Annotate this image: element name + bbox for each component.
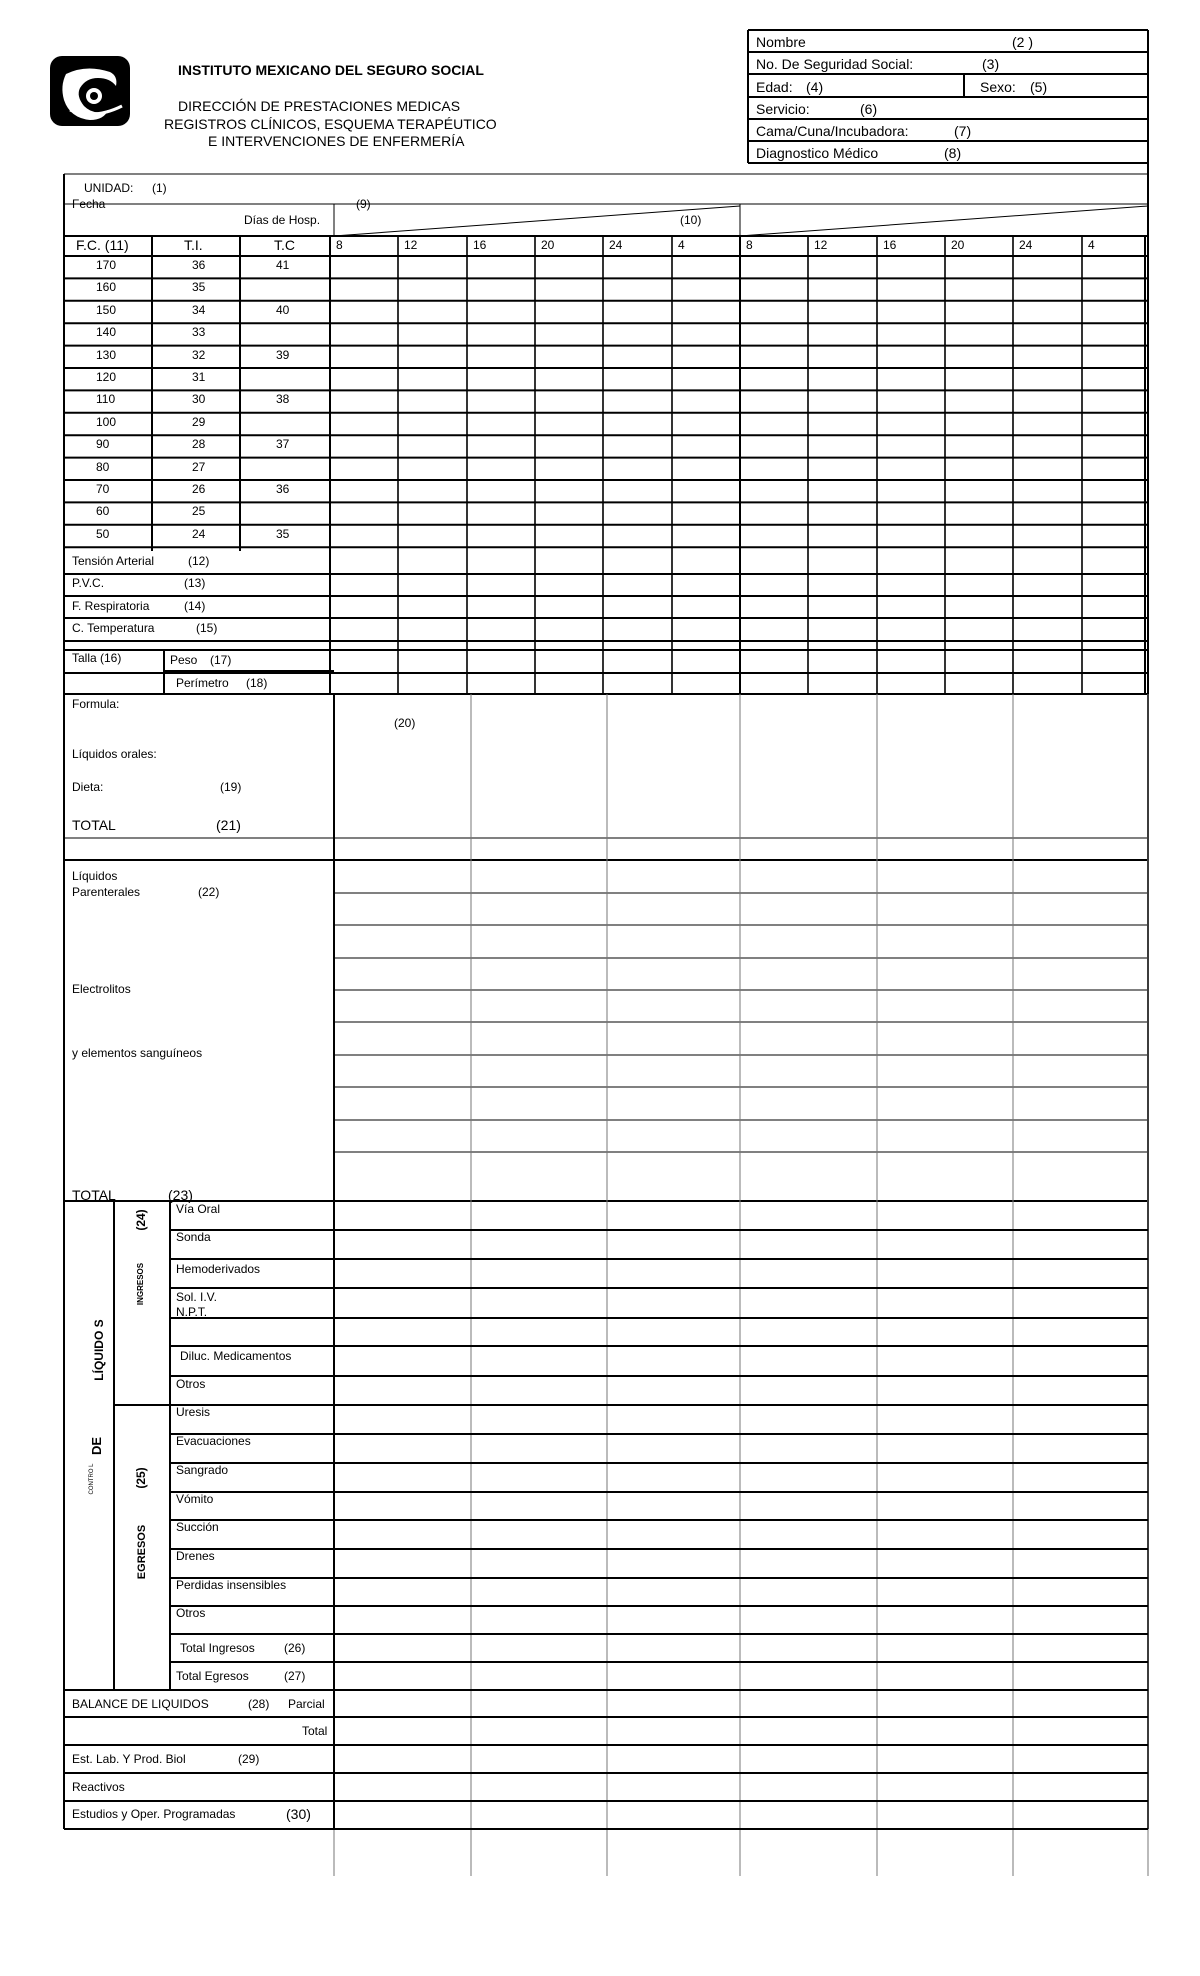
hour-header: 16 (473, 238, 487, 252)
tension-num: (12) (188, 554, 210, 568)
ingreso-row-label: N.P.T. (176, 1305, 208, 1319)
balance-num: (28) (248, 1697, 270, 1711)
oral-total-num: (21) (216, 817, 241, 833)
imss-logo (50, 56, 130, 126)
temp-num: (15) (196, 621, 218, 635)
hour-header: 16 (883, 238, 897, 252)
direction-title: DIRECCIÓN DE PRESTACIONES MEDICAS (178, 98, 461, 114)
ti-value: 35 (192, 280, 206, 295)
subtitle-line-1: REGISTROS CLÍNICOS, ESQUEMA TERAPÉUTICO (164, 116, 497, 132)
oral-col-num: (20) (394, 716, 416, 730)
fc-value: 140 (96, 325, 117, 340)
fc-value: 120 (96, 370, 117, 384)
ingreso-row-label: Sonda (176, 1230, 211, 1244)
tc-value: 36 (276, 482, 290, 496)
ti-value: 36 (192, 258, 206, 272)
ti-value: 31 (192, 370, 206, 384)
hour-header: 4 (1088, 238, 1095, 252)
peso-label: Peso (170, 653, 198, 667)
dias-hosp-num: (10) (680, 213, 702, 227)
liquidos-label: Líquidos (72, 869, 118, 883)
fecha-label: Fecha (72, 197, 106, 211)
ti-value: 32 (192, 347, 206, 362)
hour-header: 24 (1019, 238, 1033, 252)
fecha-num: (9) (356, 197, 371, 211)
tc-header: T.C (274, 237, 295, 253)
egreso-row-label: Vómito (176, 1492, 214, 1506)
edad-num: (4) (806, 79, 824, 95)
egreso-row-label: Succión (176, 1520, 219, 1534)
resp-num: (14) (184, 599, 206, 613)
egreso-row-label: Evacuaciones (176, 1434, 251, 1448)
cama-label: Cama/Cuna/Incubadora: (756, 123, 909, 139)
est-lab-num: (29) (238, 1752, 260, 1766)
subtitle-line-2: E INTERVENCIONES DE ENFERMERÍA (208, 133, 465, 149)
institution-title: INSTITUTO MEXICANO DEL SEGURO SOCIAL (178, 62, 484, 78)
electrolitos-label: Electrolitos (72, 982, 131, 996)
de-vertical-label: DE (89, 1436, 104, 1456)
ti-value: 29 (192, 414, 206, 429)
total-ingresos-num: (26) (284, 1641, 306, 1655)
talla-label: Talla (16) (72, 651, 122, 665)
egreso-row-label: Perdidas insensibles (176, 1578, 287, 1592)
fc-value: 50 (96, 526, 110, 541)
liquidos-orales-label: Líquidos orales: (72, 747, 157, 761)
hour-header: 24 (609, 238, 623, 252)
ti-value: 25 (192, 504, 206, 519)
nombre-num: (2 ) (1012, 34, 1033, 50)
fc-value: 110 (96, 392, 116, 407)
unidad-num: (1) (152, 181, 167, 195)
ti-header: T.I. (184, 237, 203, 253)
fc-header: F.C. (11) (76, 237, 129, 253)
tc-value: 38 (276, 392, 290, 407)
peso-num: (17) (210, 653, 232, 667)
total-balance-label: Total (302, 1724, 328, 1738)
cama-num: (7) (954, 123, 972, 139)
dieta-label: Dieta: (72, 780, 104, 794)
fc-value: 100 (96, 414, 117, 429)
hour-header: 8 (336, 238, 343, 252)
parenterales-label: Parenterales (72, 885, 141, 899)
egreso-row-label: Otros (176, 1606, 206, 1620)
hour-header: 12 (404, 238, 418, 252)
liquidos-vertical-label: LÍQUIDO S (92, 1319, 106, 1381)
balance-label: BALANCE DE LIQUIDOS (72, 1697, 209, 1711)
ingreso-row-label: Otros (176, 1377, 206, 1391)
temp-label: C. Temperatura (72, 621, 155, 635)
nss-num: (3) (982, 56, 1000, 72)
sanguineos-label: y elementos sanguíneos (72, 1046, 203, 1060)
fc-value: 150 (96, 302, 117, 317)
tc-value: 41 (276, 258, 290, 272)
hour-header: 8 (746, 238, 753, 252)
tc-value: 40 (276, 302, 290, 317)
diagnostico-num: (8) (944, 145, 962, 161)
oral-total-label: TOTAL (72, 817, 116, 833)
tc-value: 39 (276, 347, 290, 362)
sexo-label: Sexo: (980, 79, 1016, 95)
fc-value: 90 (96, 437, 110, 452)
estudios-num: (30) (286, 1806, 311, 1822)
fc-value: 170 (96, 258, 117, 272)
ti-value: 24 (192, 526, 206, 541)
formula-label: Formula: (72, 697, 120, 711)
pvc-label: P.V.C. (72, 576, 105, 590)
total-egresos-num: (27) (284, 1669, 306, 1683)
ti-value: 34 (192, 302, 206, 317)
resp-label: F. Respiratoria (72, 599, 150, 613)
egreso-row-label: Sangrado (176, 1463, 229, 1477)
servicio-num: (6) (860, 101, 878, 117)
hour-header: 20 (951, 238, 965, 252)
ti-value: 28 (192, 437, 206, 452)
ti-value: 27 (192, 459, 206, 474)
unidad-label: UNIDAD: (84, 181, 134, 195)
ti-value: 33 (192, 325, 206, 340)
fc-value: 160 (96, 280, 117, 295)
hour-header: 20 (541, 238, 555, 252)
dieta-num: (19) (220, 780, 242, 794)
tension-label: Tensión Arterial (72, 554, 155, 568)
nombre-label: Nombre (756, 34, 806, 50)
egreso-row-label: Drenes (176, 1549, 215, 1563)
ti-value: 30 (192, 392, 206, 407)
fc-value: 130 (96, 347, 117, 362)
total-egresos-label: Total Egresos (176, 1669, 249, 1683)
egresos-num: (25) (134, 1467, 148, 1489)
ingreso-row-label: Vía Oral (176, 1202, 221, 1216)
ti-value: 26 (192, 482, 206, 496)
egreso-row-label: Uresis (176, 1405, 211, 1419)
estudios-label: Estudios y Oper. Programadas (72, 1807, 236, 1821)
total-ingresos-label: Total Ingresos (180, 1641, 255, 1655)
hour-header: 4 (678, 238, 685, 252)
pvc-num: (13) (184, 576, 206, 590)
servicio-label: Servicio: (756, 101, 810, 117)
perimetro-label: Perímetro (176, 676, 229, 690)
sexo-num: (5) (1030, 79, 1048, 95)
diagnostico-label: Diagnostico Médico (756, 145, 879, 161)
perimetro-num: (18) (246, 676, 268, 690)
tc-value: 37 (276, 437, 290, 452)
parenteral-total-num: (23) (168, 1187, 193, 1203)
hour-header: 12 (814, 238, 828, 252)
parenteral-total-label: TOTAL (72, 1187, 116, 1203)
tc-value: 35 (276, 526, 290, 541)
parenterales-num: (22) (198, 885, 220, 899)
ingreso-row-label: Diluc. Medicamentos (180, 1349, 292, 1363)
dias-hosp-label: Días de Hosp. (244, 213, 321, 227)
ingreso-row-label: Hemoderivados (176, 1262, 261, 1276)
control-vertical-label: CONTRO L (89, 1463, 95, 1495)
fc-value: 80 (96, 459, 110, 474)
edad-label: Edad: (756, 79, 793, 95)
ingresos-num: (24) (134, 1209, 148, 1231)
nss-label: No. De Seguridad Social: (756, 56, 914, 72)
fc-value: 60 (96, 504, 110, 519)
fc-value: 70 (96, 482, 110, 496)
est-lab-label: Est. Lab. Y Prod. Biol (72, 1752, 186, 1766)
parcial-label: Parcial (288, 1697, 325, 1711)
reactivos-label: Reactivos (72, 1780, 125, 1794)
ingresos-vertical-label: INGRESOS (136, 1262, 145, 1306)
egresos-vertical-label: EGRESOS (136, 1524, 148, 1580)
ingreso-row-label: Sol. I.V. (176, 1290, 217, 1304)
